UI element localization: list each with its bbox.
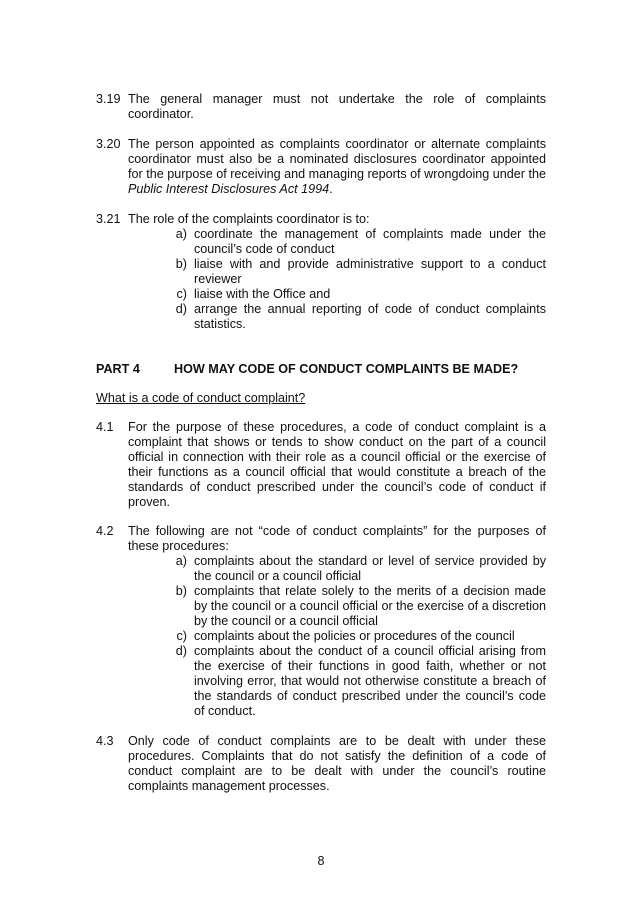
list-item: c) complaints about the policies or procedures of the council <box>176 629 515 643</box>
clause-number: 4.2 <box>96 524 114 538</box>
clause-text: The following are not “code of conduct complaints” for the purposes of these procedures: <box>128 524 546 553</box>
list-item: a) complaints about the standard or level of service provided by the council or a council official <box>175 554 546 583</box>
clause-3-21 <box>96 212 546 332</box>
clause-4-3 <box>96 734 546 794</box>
list-item: d) complaints about the conduct of a council official arising from the exercise of their functions in good faith, whether or not involving error, that would not otherwise constitute a breach of the standards of conduct prescribed under the council’s code of conduct. <box>175 644 546 718</box>
clause-number: 4.1 <box>96 420 114 434</box>
clause-text: Only code of conduct complaints are to be dealt with under these procedures. Complaints that do not satisfy the definition of a code of conduct complaint are to be dealt with under the council’s routine complaints management processes. <box>128 734 546 793</box>
act-title: Public Interest Disclosures Act 1994 <box>128 182 330 196</box>
list-item: d) arrange the annual reporting of code of conduct complaints statistics. <box>175 302 546 331</box>
part-number: PART 4 <box>96 362 140 376</box>
list-item: b) complaints that relate solely to the merits of a decision made by the council or a council official or the exercise of a discretion by the council or a council official <box>175 584 546 628</box>
clause-number: 3.21 <box>96 212 121 226</box>
clause-number: 4.3 <box>96 734 114 748</box>
clause-text: For the purpose of these procedures, a code of conduct complaint is a complaint that shows or tends to show conduct on the part of a council official in connection with their role as a council official or the exercise of their functions as a council official that would constitute a breach of the standards of conduct prescribed under the council’s code of conduct if proven. <box>128 420 546 509</box>
list-item: b) liaise with and provide administrative support to a conduct reviewer <box>175 257 546 286</box>
part-title: HOW MAY CODE OF CONDUCT COMPLAINTS BE MADE? <box>174 362 519 376</box>
clause-text: The general manager must not undertake the role of complaints coordinator. <box>128 92 546 121</box>
list-item: c) liaise with the Office and <box>176 287 331 301</box>
list-item: a) coordinate the management of complaints made under the council’s code of conduct <box>175 227 546 256</box>
clause-text: The role of the complaints coordinator is to: <box>128 212 370 226</box>
part-heading <box>96 362 518 377</box>
page-number: 8 <box>317 854 325 868</box>
clause-3-19 <box>96 92 546 122</box>
clause-4-1 <box>96 420 546 510</box>
clause-3-20 <box>96 137 546 197</box>
clause-text: The person appointed as complaints coordinator or alternate complaints coordinator must also be a nominated disclosures coordinator appointed for the purpose of receiving and managing reports of wrongdoing under the Public Interest Disclosures Act 1994. <box>128 137 546 196</box>
clause-number: 3.20 <box>96 137 121 151</box>
clause-4-2 <box>96 524 546 719</box>
clause-number: 3.19 <box>96 92 121 106</box>
subheading: What is a code of conduct complaint? <box>96 391 306 405</box>
